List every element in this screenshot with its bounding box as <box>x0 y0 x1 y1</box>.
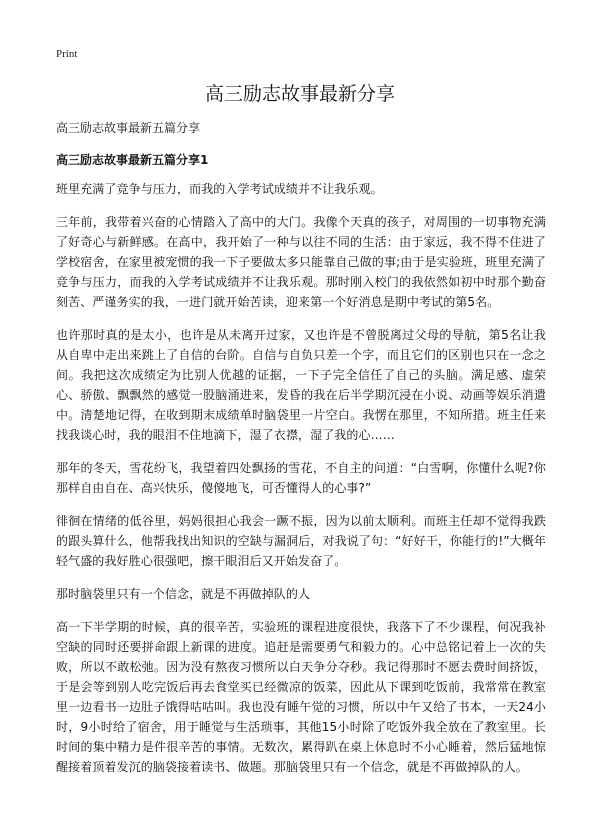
article-body <box>56 118 546 790</box>
section-heading: 高三励志故事最新五篇分享1 <box>56 153 209 167</box>
page-title: 高三励志故事最新分享 <box>204 83 395 105</box>
article-subtitle: 高三励志故事最新五篇分享 <box>56 121 201 135</box>
paragraph: 徘徊在情绪的低谷里，妈妈很担心我会一蹶不振，因为以前太顺利。而班主任却不觉得我跌的跟头算什么，他帮我找出知识的空缺与漏洞后，对我说了句：“好好干，你能行的!”大概年轻气盛的我好胜心很强吧，擦干眼泪后又开始发奋了。 <box>56 514 546 568</box>
paragraph: 班里充满了竞争与压力，而我的入学考试成绩并不让我乐观。 <box>56 182 383 196</box>
paragraph: 那时脑袋里只有一个信念，就是不再做掉队的人 <box>56 587 311 601</box>
paragraph: 三年前，我带着兴奋的心情踏入了高中的大门。我像个天真的孩子，对周围的一切事物充满了好奇心与新鲜感。在高中，我开始了一种与以往不同的生活：由于家远，我不得不住进了学校宿舍，在家里被宠惯的我一下子要做太多只能靠自己做的事;由于是实验班，班里充满了竞争与压力，而我的入学考试成绩并不让我乐观。那时刚入校门的我依然如初中时那个勤奋刻苦、严谨务实的我，一进门就开始苦读，迎来第一个好消息是期中考试的第5名。 <box>56 215 546 309</box>
paragraph: 那年的冬天，雪花纷飞，我望着四处飘扬的雪花，不自主的问道：“白雪啊，你懂什么呢?你那样自由自在、高兴快乐，傻傻地飞，可否懂得人的心事?” <box>56 461 546 495</box>
paragraph: 也许那时真的是太小，也许是从未离开过家，又也许是不曾脱离过父母的导航，第5名让我从自卑中走出来跳上了自信的台阶。自信与自负只差一个字，而且它们的区别也只在一念之间。我把这次成绩定为比别人优越的证据，一下子完全信任了自己的头脑。满足感、虚荣心、骄傲、飘飘然的感觉一股脑涌进来，发昏的我在后半学期沉浸在小说、动画等娱乐消遣中。清楚地记得，在收到期末成绩单时脑袋里一片空白。我愣在那里，不知所措。班主任来找我谈心时，我的眼泪不住地滴下，湿了衣襟，湿了我的心…… <box>56 328 546 442</box>
paragraph: 高一下半学期的时候，真的很辛苦，实验班的课程进度很快，我落下了不少课程，何况我补空缺的同时还要拼命跟上新课的进度。追赶是需要勇气和毅力的。心中总铭记着上一次的失败，所以不敢松弛。因为没有熬夜习惯所以白天争分夺秒。我记得那时不愿去费时间挤饭，于是会等到别人吃完饭后再去食堂买已经微凉的饭菜，因此从下课到吃饭前，我常常在教室里一边看书一边肚子饿得咕咕叫。我也没有睡午觉的习惯，所以中午又给了书本，一天24小时，9小时给了宿舍，用于睡觉与生活琐事，其他15小时除了吃饭外我全放在了教室里。长时间的集中精力是件很辛苦的事情。无数次，累得趴在桌上休息时不小心睡着，然后猛地惊醒接着顶着发沉的脑袋接着读书、做题。那脑袋里只有一个信念，就是不再做掉队的人。 <box>56 620 546 774</box>
print-link[interactable]: Print <box>56 48 78 60</box>
